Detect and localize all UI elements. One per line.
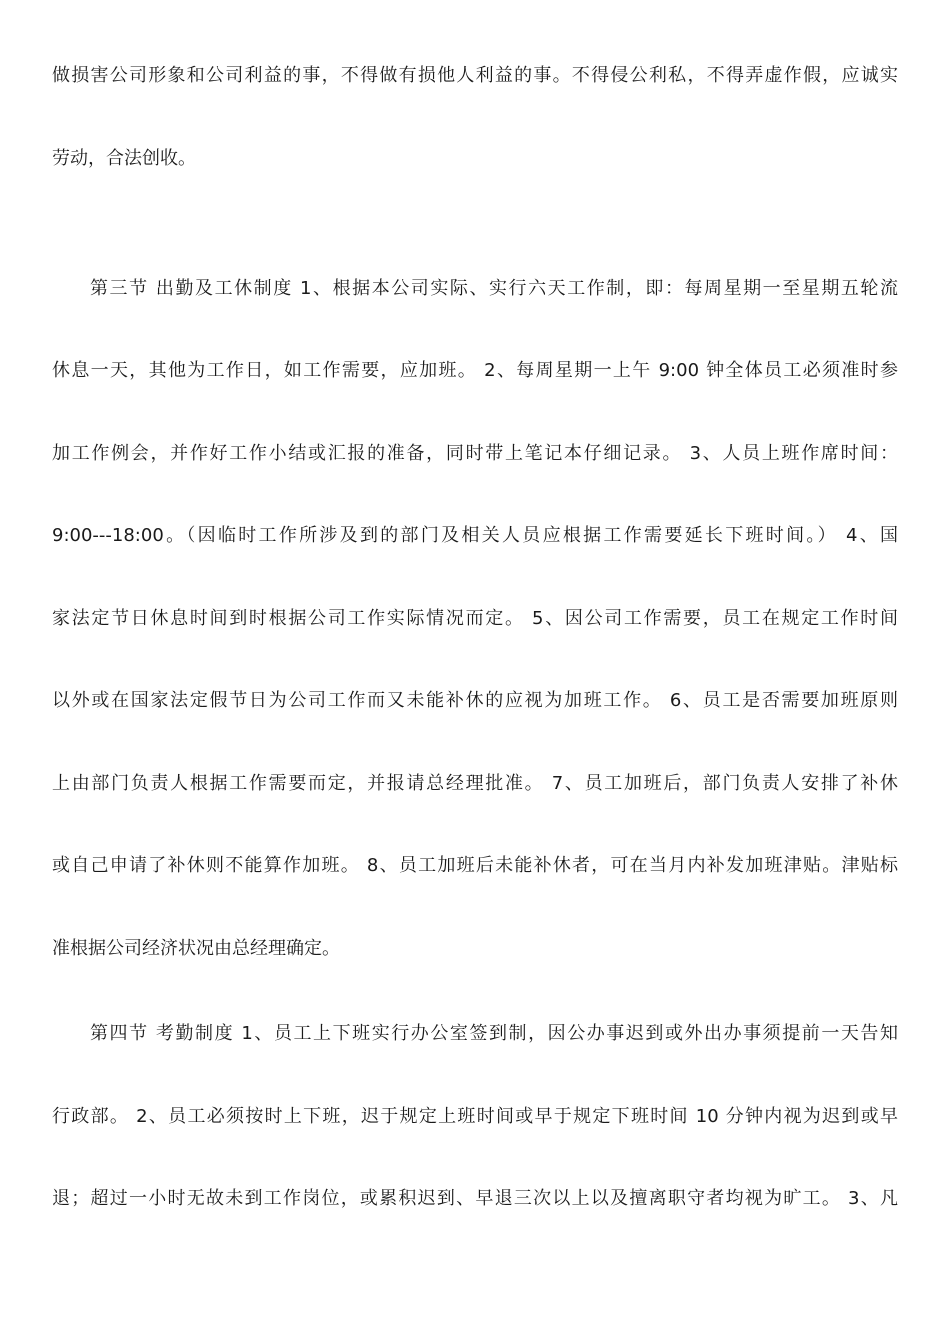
section-3-line-4: 9:00---18:00。（因临时工作所涉及到的部门及相关人员应根据工作需要延长下班时间。） 4、国 [52, 525, 898, 546]
section-3-line-6: 以外或在国家法定假节日为公司工作而又未能补休的应视为加班工作。 6、员工是否需要加班原则 [52, 690, 898, 711]
section-3-line-8: 或自己申请了补休则不能算作加班。 8、员工加班后未能补休者，可在当月内补发加班津贴。津贴标 [52, 855, 898, 876]
section-4-line-2: 行政部。 2、员工必须按时上下班，迟于规定上班时间或早于规定下班时间 10 分钟内视为迟到或早 [52, 1106, 898, 1127]
section-3-line-9: 准根据公司经济状况由总经理确定。 [52, 938, 340, 959]
section-3-line-7: 上由部门负责人根据工作需要而定，并报请总经理批准。 7、员工加班后，部门负责人安排了补休 [52, 773, 898, 794]
section-3-line-2: 休息一天，其他为工作日，如工作需要，应加班。 2、每周星期一上午 9:00 钟全体员工必须准时参 [52, 360, 898, 381]
section-3-line-3: 加工作例会，并作好工作小结或汇报的准备，同时带上笔记本仔细记录。 3、人员上班作席时间： [52, 443, 898, 464]
paragraph-intro-line-1: 做损害公司形象和公司利益的事，不得做有损他人利益的事。不得侵公利私，不得弄虚作假，应诚实 [52, 65, 898, 86]
section-3-line-5: 家法定节日休息时间到时根据公司工作实际情况而定。 5、因公司工作需要，员工在规定工作时间 [52, 608, 898, 629]
section-4-line-3: 退；超过一小时无故未到工作岗位，或累积迟到、早退三次以上以及擅离职守者均视为旷工。 3、凡 [52, 1188, 898, 1209]
section-3-line-1: 第三节 出勤及工休制度 1、根据本公司实际、实行六天工作制，即：每周星期一至星期五轮流 [90, 278, 898, 299]
section-4-line-1: 第四节 考勤制度 1、员工上下班实行办公室签到制，因公办事迟到或外出办事须提前一天告知 [90, 1023, 898, 1044]
paragraph-intro-line-2: 劳动，合法创收。 [52, 148, 196, 169]
